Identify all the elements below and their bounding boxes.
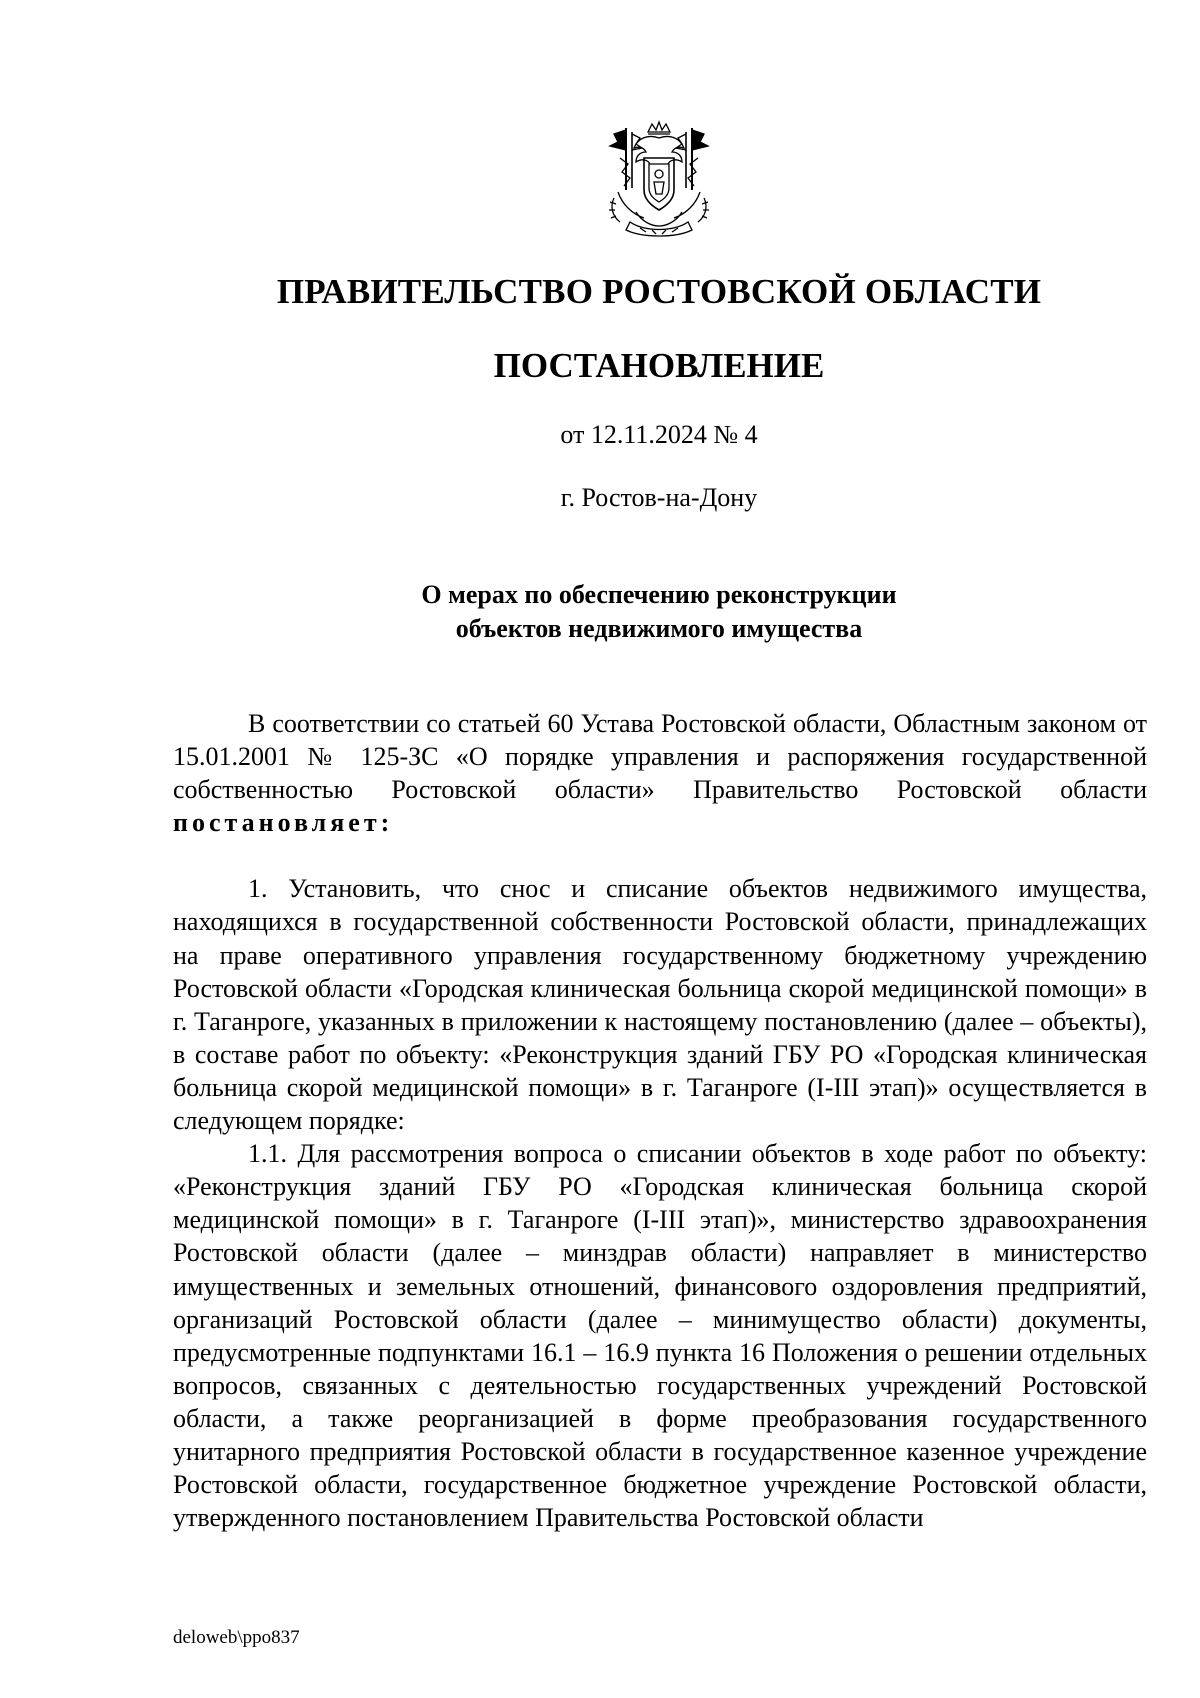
document-body: [173, 707, 1147, 1534]
document-city: г. Ростов-на-Дону: [560, 483, 758, 512]
decree-word: постановляет:: [173, 808, 394, 838]
document-type: ПОСТАНОВЛЕНИЕ: [493, 346, 825, 385]
clause-1-paragraph: 1. Установить, что снос и списание объектов недвижимого имущества, находящихся в государственной собственности Ростовской области, принадлежащих на праве оперативного управления государственному бюджетному учреждению Ростовской области «Городская клиническая больница скорой медицинской помощи» в г. Таганроге, указанных в приложении к настоящему постановлению (далее – объекты), в составе работ по объекту: «Реконструкция зданий ГБУ РО «Городская клиническая больница скорой медицинской помощи» в г. Таганроге (I-III этап)» осуществляется в следующем порядке:: [173, 874, 1147, 1136]
coat-of-arms-icon: [596, 118, 722, 242]
preamble-text: В соответствии со статьей 60 Устава Ростовской области, Областным законом от 15.01.2001 № 125-ЗС «О порядке управления и распоряжения государственной собственностью Ростовской области» Правительство Ростовской области: [173, 709, 1147, 805]
subject-line-2: объектов недвижимого имущества: [455, 614, 863, 643]
subject-line-1: О мерах по обеспечению реконструкции: [421, 580, 897, 609]
organization-title: ПРАВИТЕЛЬСТВО РОСТОВСКОЙ ОБЛАСТИ: [276, 272, 1042, 311]
footer-file-code: deloweb\ppo837: [173, 1627, 300, 1648]
document-subject: [0, 578, 1200, 646]
preamble-paragraph: [173, 707, 1147, 839]
document-date-number: от 12.11.2024 № 4: [560, 420, 758, 449]
clause-1-1-paragraph: 1.1. Для рассмотрения вопроса о списании объектов в ходе работ по объекту: «Реконструкция зданий ГБУ РО «Городская клиническая больница скорой медицинской помощи» в г. Таганроге (I-III этап)», министерство здравоохранения Ростовской области (далее – минздрав области) направляет в министерство имущественных и земельных отношений, финансового оздоровления предприятий, организаций Ростовской области (далее – минимущество области) документы, предусмотренные подпунктами 16.1 – 16.9 пункта 16 Положения о решении отдельных вопросов, связанных с деятельностью государственных учреждений Ростовской области, а также реорганизацией в форме преобразования государственного унитарного предприятия Ростовской области в государственное казенное учреждение Ростовской области, государственное бюджетное учреждение Ростовской области, утвержденного постановлением Правительства Ростовской области: [173, 1139, 1147, 1533]
